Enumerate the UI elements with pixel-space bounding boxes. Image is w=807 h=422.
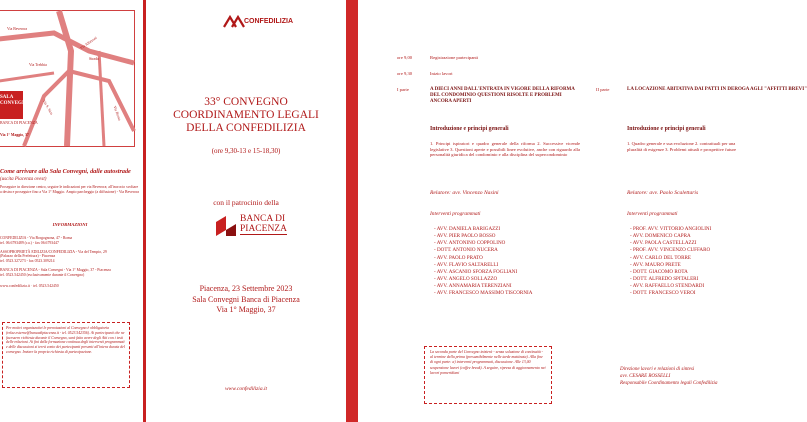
speaker: Relatore: avv. Vincenzo Nasini [430, 190, 499, 196]
intro-text: 1. Quadro generale e sua evoluzione 2. contrattuali per una pluralità di esigenze 3. Problemi attuali e prospettive future [627, 141, 737, 152]
website-link[interactable]: www.confedilizia.it [224, 386, 268, 392]
contact-line: CONFEDILIZIA - Via Borgognona, 47 - Roma [0, 236, 73, 240]
map-street-label: Via Beverora [7, 27, 28, 31]
list-item: - AVV. FRANCESCO MASSIMO TISCORNIA [434, 290, 533, 297]
conference-hours: (ore 9,30-13 e 15-18,30) [211, 147, 281, 155]
list-item: - AVV. PAOLO PRATO [434, 254, 483, 261]
list-item: - AVV. PAOLA CASTELLAZZI [630, 240, 697, 247]
notice-box: Per motivi organizzativi le prenotazioni al Convegno è obbligatoria (relaz.esterne@bancadipiacenza.it - tel. 0523.542356). Ai partecipanti che ne facessero richiesta durante il Convegno, sarà fatto avere degli Atti con i testi delle relazioni. Ai fini della formazione continua degli interventi programmati e delle discussioni si terrà conto dei partecipanti presenti all'intera durata del convegno. Inviare la propria richiesta di partecipazione. [2, 322, 130, 388]
part-title: LA LOCAZIONE ABITATIVA DAI PATTI IN DEROGA AGLI "AFFITTI BREVI" [627, 87, 807, 92]
list-item: - PROF. AVV. VITTORIO ANGIOLINI [630, 226, 712, 232]
speakers-heading: Interventi programmati [627, 211, 678, 217]
map-street-label: Via Trebbia [29, 63, 47, 67]
list-item: - AVV. ANGELO SOLLAZZO [434, 276, 498, 283]
list-item: - DOTT. ALFREDO SPITALERI [630, 276, 699, 283]
contact-line: tel. 06.6793489 (r.a.) - fax 06.6793447 [0, 240, 59, 245]
intro-text: 1. Principi ispiratori e quadro generale della riforma 2. Successive vicende legislative 3. Questioni aperte e possibili linee evolutive, anche con riguardo alla personalità giuridica del condominio e alla disciplina del supercondominio [430, 141, 580, 158]
list-item: - AVV. PIER PAOLO BOSSO [434, 233, 496, 240]
bank-logo [214, 212, 324, 240]
schedule-time: ore 9,00 [397, 55, 413, 60]
list-item: - AVV. CARLO DEL TORRE [630, 254, 692, 261]
contact-line: (Palazzo della Prefettura) - Piacenza [0, 254, 56, 259]
footer-line: avv. CESARE ROSSELLI [620, 374, 671, 379]
list-item: - AVV. ANNAMARIA TERENZIANI [434, 283, 512, 290]
fold-line [346, 0, 358, 422]
patronage-text: con il patrocinio della [213, 198, 279, 207]
list-item: - DOTT. GIACOMO ROTA [630, 268, 688, 275]
map-bank-label: BANCA DI PIACENZA [0, 121, 38, 125]
title-line: DELLA CONFEDILIZIA [186, 122, 306, 134]
part-title: A DIECI ANNI DALL'ENTRATA IN VIGORE DELLA RIFORMA DEL CONDOMINIO QUESTIONI RISOLTE E PROBLEMI ANCORA APERTI [430, 87, 575, 105]
place-date: Piacenza, 23 Settembre 2023 [199, 284, 293, 293]
part-label: I parte [397, 87, 409, 92]
map-street-label: Via S. Siro [41, 99, 54, 116]
venue: Sala Convegni Banca di Piacenza [192, 294, 300, 304]
footer-line: Direzione lavori e relazioni di sintesi [620, 367, 695, 372]
list-item: - AVV. RAFFAELLO STENDARDI [630, 283, 705, 290]
part-label: II parte [596, 87, 610, 92]
map-street-label: Via Roma [112, 105, 122, 122]
speakers-heading: Interventi programmati [430, 211, 481, 217]
title-line: 33° CONVEGNO [204, 96, 288, 108]
speakers-list [434, 226, 584, 298]
list-item: - AVV. ASCANIO SFORZA FOGLIANI [434, 268, 518, 275]
contact-list [0, 236, 142, 288]
bank-name [240, 214, 287, 235]
intro-heading: Introduzione e principi generali [430, 126, 509, 132]
directions-heading: Come arrivare alla Sala Convegni, dalle autostrade (uscita Piacenza ovest) [0, 168, 131, 183]
info-title: INFORMAZIONI [52, 222, 88, 227]
speaker: Relatore: avv. Paolo Scalettaris [627, 190, 699, 196]
confedilizia-logo-icon [224, 15, 244, 29]
bank-logo-icon [214, 214, 238, 238]
bank-name-line: BANCA DI [240, 214, 286, 224]
title-line: COORDINAMENTO LEGALI [173, 109, 319, 121]
bank-name-line: PIACENZA [240, 224, 287, 234]
map-place-label: SALA CONVEGNI [0, 95, 28, 106]
contact-line: BANCA DI PIACENZA - Sala Convegni - Via 1° Maggio, 37 - Piacenza [0, 267, 111, 272]
list-item: - DOTT. ANTONIO NUCERA [434, 247, 498, 254]
list-item: - AVV. DOMENICO CAPRA [630, 233, 691, 240]
contact-line: www.confedilizia.it · tel. 0523.542450 [0, 283, 59, 288]
list-item: - AVV. FLAVIO SALTARELLI [434, 261, 499, 268]
list-item: - DOTT. FRANCESCO VEROI [630, 290, 696, 297]
list-item: - AVV. MAURO PRETE [630, 261, 681, 268]
footer-credits [620, 366, 750, 387]
program-panel [358, 0, 807, 422]
note-box: La seconda parte del Convegno inizierà - senza soluzione di continuità - al termine della prima (presumibilmente nelle tarde mattinata). Alla fine di ogni parte: a) interventi programmati, discussione. Alle 13,00 sospensione lavori (coffee break). A seguire, ripresa di aggiornamento nei lavori pomeridiani [424, 346, 552, 404]
speakers-list [630, 226, 750, 298]
logo-text: CONFEDILIZIA [244, 18, 293, 25]
schedule-label: Inizio lavori [430, 71, 453, 76]
map-address: Via 1° Maggio, 37 [0, 133, 29, 137]
footer-line: Responsabile Coordinamento legali Confedilizia [620, 381, 718, 386]
conference-title [146, 96, 346, 135]
directions-text: Proseguire in direzione centro, seguire le indicazioni per via Beverora; all'incrocio svoltare a destra e proseguire fino a Via 1° Maggio. Ampio parcheggio (a diffusione) - Via Beverora [0, 185, 139, 194]
intro-heading: Introduzione e principi generali [627, 126, 706, 132]
list-item: - AVV. ANTONINO COPPOLINO [434, 240, 506, 247]
map-street-label: Strada [89, 57, 99, 61]
confedilizia-logo [224, 14, 304, 30]
left-panel [0, 0, 143, 422]
list-item: - AVV. DANIELA BARIGAZZI [434, 226, 501, 232]
contact-line: tel. 0523.542450 (esclusivamente durante il Convegno) [0, 272, 85, 277]
map-street-label: Via Alberoni [79, 35, 98, 51]
location-map [0, 10, 135, 147]
contact-line: ASSOPROPRIETÀ EDILIZIA/CONFEDILIZIA - Via del Tempio, 29 [0, 249, 107, 254]
schedule-label: Registrazione partecipanti [430, 55, 479, 60]
schedule-time: ore 9,30 [397, 71, 413, 76]
contact-line: tel. 0523.327273 - fax 0523.309214 [0, 259, 55, 264]
list-item: - PROF. AVV. VINCENZO CUFFARO [630, 247, 711, 254]
venue-address: Via 1° Maggio, 37 [216, 305, 276, 314]
event-details [146, 284, 346, 316]
cover-panel [146, 0, 346, 422]
